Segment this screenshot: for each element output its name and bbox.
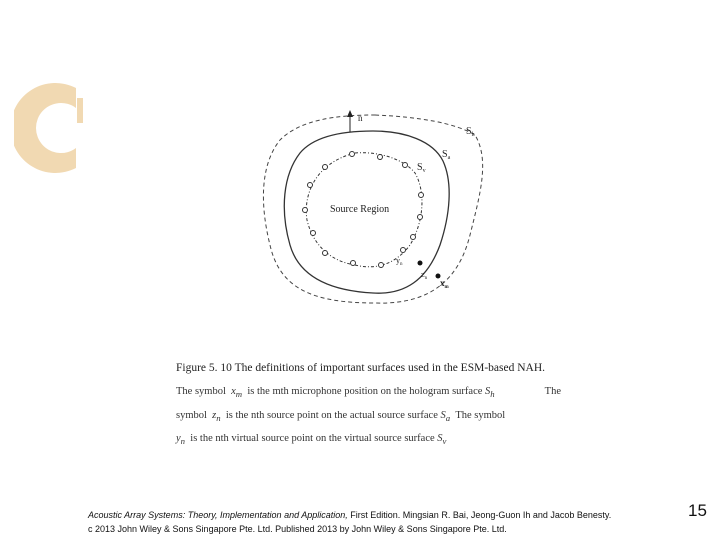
label-zn: $z_n$ [421, 270, 428, 281]
copyright-line: c 2013 John Wiley & Sons Singapore Pte. Ltd. Published 2013 by John Wiley & Sons Singapore Pte. Ltd. [88, 524, 507, 534]
logo-c-shape [14, 78, 84, 178]
surfaces-diagram [255, 105, 495, 305]
caption-line-3: $y_n$ is the nth virtual source point on the virtual source surface $S_v$ [176, 433, 447, 447]
figure-caption: Figure 5. 10 The definitions of important surfaces used in the ESM-based NAH. [176, 362, 545, 374]
label-yn: $y_n$ [396, 256, 403, 267]
caption-line-2: symbol $z_n$ is the nth source point on the actual source surface $S_a$ The symbol [176, 410, 506, 424]
edition-authors: First Edition. Mingsian R. Bai, Jeong-Guon Ih and Jacob Benesty. [347, 510, 612, 520]
label-sv: $S_v$ [417, 162, 426, 174]
page-number: 15 [688, 501, 707, 520]
citation-footer [88, 508, 688, 536]
label-xm: $x_m$ [440, 278, 449, 290]
label-sa: $S_a$ [442, 149, 451, 161]
label-source-region: Source Region [330, 204, 390, 215]
book-title: Acoustic Array Systems: Theory, Implementation and Application, [88, 510, 348, 520]
caption-line-1: The symbol $x_m$ is the mth microphone position on the hologram surface $S_h$ The [176, 386, 561, 400]
label-n: n [358, 113, 363, 123]
label-sh: $S_h$ [466, 126, 475, 138]
